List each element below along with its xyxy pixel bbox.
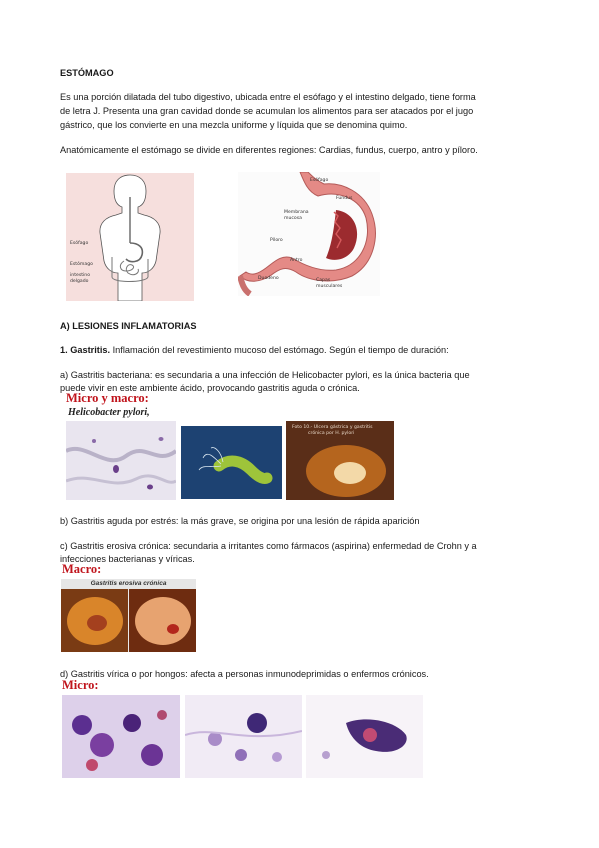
figure-c-banner: Gastritis erosiva crónica: [61, 579, 196, 589]
label-esofago: Esófago: [70, 241, 89, 246]
item-d: d) Gastritis vírica o por hongos: afecta a personas inmunodeprimidas o enfermos crónicos.: [60, 669, 429, 679]
bacterium-illustration: [181, 426, 282, 499]
label-delgado: delgado: [70, 279, 89, 284]
intro-line-3: gástrico, que los convierte en una mezcla uniforme y líquida que se denomina quimo.: [60, 120, 408, 130]
regions-paragraph: Anatómicamente el estómago se divide en diferentes regiones: Cardias, fundus, cuerpo, antro y píloro.: [60, 145, 478, 155]
gastritis-definition: Inflamación del revestimiento mucoso del estómago. Según el tiempo de duración:: [110, 345, 449, 355]
label-piloro: Píloro: [270, 238, 283, 243]
figure-a-caption: Micro y macro:: [66, 391, 149, 405]
figure-c-caption: Macro:: [62, 562, 102, 576]
item-b: b) Gastritis aguda por estrés: la más grave, se origina por una lesión de rápida aparición: [60, 516, 420, 526]
label-intestino: intestino: [70, 273, 91, 278]
page-title: ESTÓMAGO: [60, 68, 114, 78]
endoscopy-label-2: crónica por H. pylori: [308, 431, 355, 436]
label-esofago-anatomy: Esófago: [310, 178, 329, 183]
micrograph-2-illustration: [185, 695, 302, 778]
label-antro: Antro: [290, 258, 303, 263]
endoscopy-label-1: Foto 10.- Ulcera gástrica y gastritis: [292, 425, 373, 430]
gastritis-paragraph: [60, 344, 540, 358]
micrograph-illustration: [66, 421, 176, 500]
item-a-line-1: a) Gastritis bacteriana: es secundaria a una infección de Helicobacter pylori, es la única bacteria que: [60, 370, 470, 380]
micrograph-1-illustration: [62, 695, 180, 778]
label-duodeno: Duodeno: [258, 276, 279, 281]
item-c-line-2: infecciones bacterianas y víricas.: [60, 554, 195, 564]
label-musculares: musculares: [316, 284, 343, 289]
label-estomago: Estómago: [70, 262, 93, 267]
stomach-anatomy-figure: [238, 172, 380, 296]
micro-image-2: [185, 695, 302, 778]
section-heading-a: A) LESIONES INFLAMATORIAS: [60, 321, 197, 331]
erosive-gastritis-figure: [61, 579, 196, 652]
intro-line-2: de letra J. Presenta una gran cavidad donde se acumulan los alimentos para ser atacados por el jugo: [60, 106, 474, 116]
digestive-system-figure: [66, 173, 194, 301]
intro-line-1: Es una porción dilatada del tubo digestivo, ubicada entre el esófago y el intestino delgado, tiene forma: [60, 92, 476, 102]
gastritis-heading: 1. Gastritis.: [60, 345, 111, 355]
label-capas: Capas: [316, 278, 331, 283]
endoscopy-ulcer-image: [286, 421, 394, 500]
figure-a-subcaption: Helicobacter pylori,: [68, 407, 150, 418]
micrograph-3-illustration: [306, 695, 423, 778]
figure-d-caption: Micro:: [62, 678, 99, 692]
label-fundus: Fundus: [336, 196, 353, 201]
hpylori-micro-image: [66, 421, 176, 500]
item-c-line-1: c) Gastritis erosiva crónica: secundaria a irritantes como fármacos (aspirina) enfermedad de Crohn y a: [60, 541, 477, 551]
label-mucosa: mucosa: [284, 216, 302, 221]
hpylori-bacterium-image: [181, 426, 282, 499]
label-membrana: Membrana: [284, 210, 309, 215]
item-a-line-2: puede vivir en este ambiente ácido, provocando gastritis aguda o crónica.: [60, 383, 360, 393]
endoscopy-pair-illustration: [61, 589, 196, 652]
micro-image-3: [306, 695, 423, 778]
micro-image-1: [62, 695, 180, 778]
